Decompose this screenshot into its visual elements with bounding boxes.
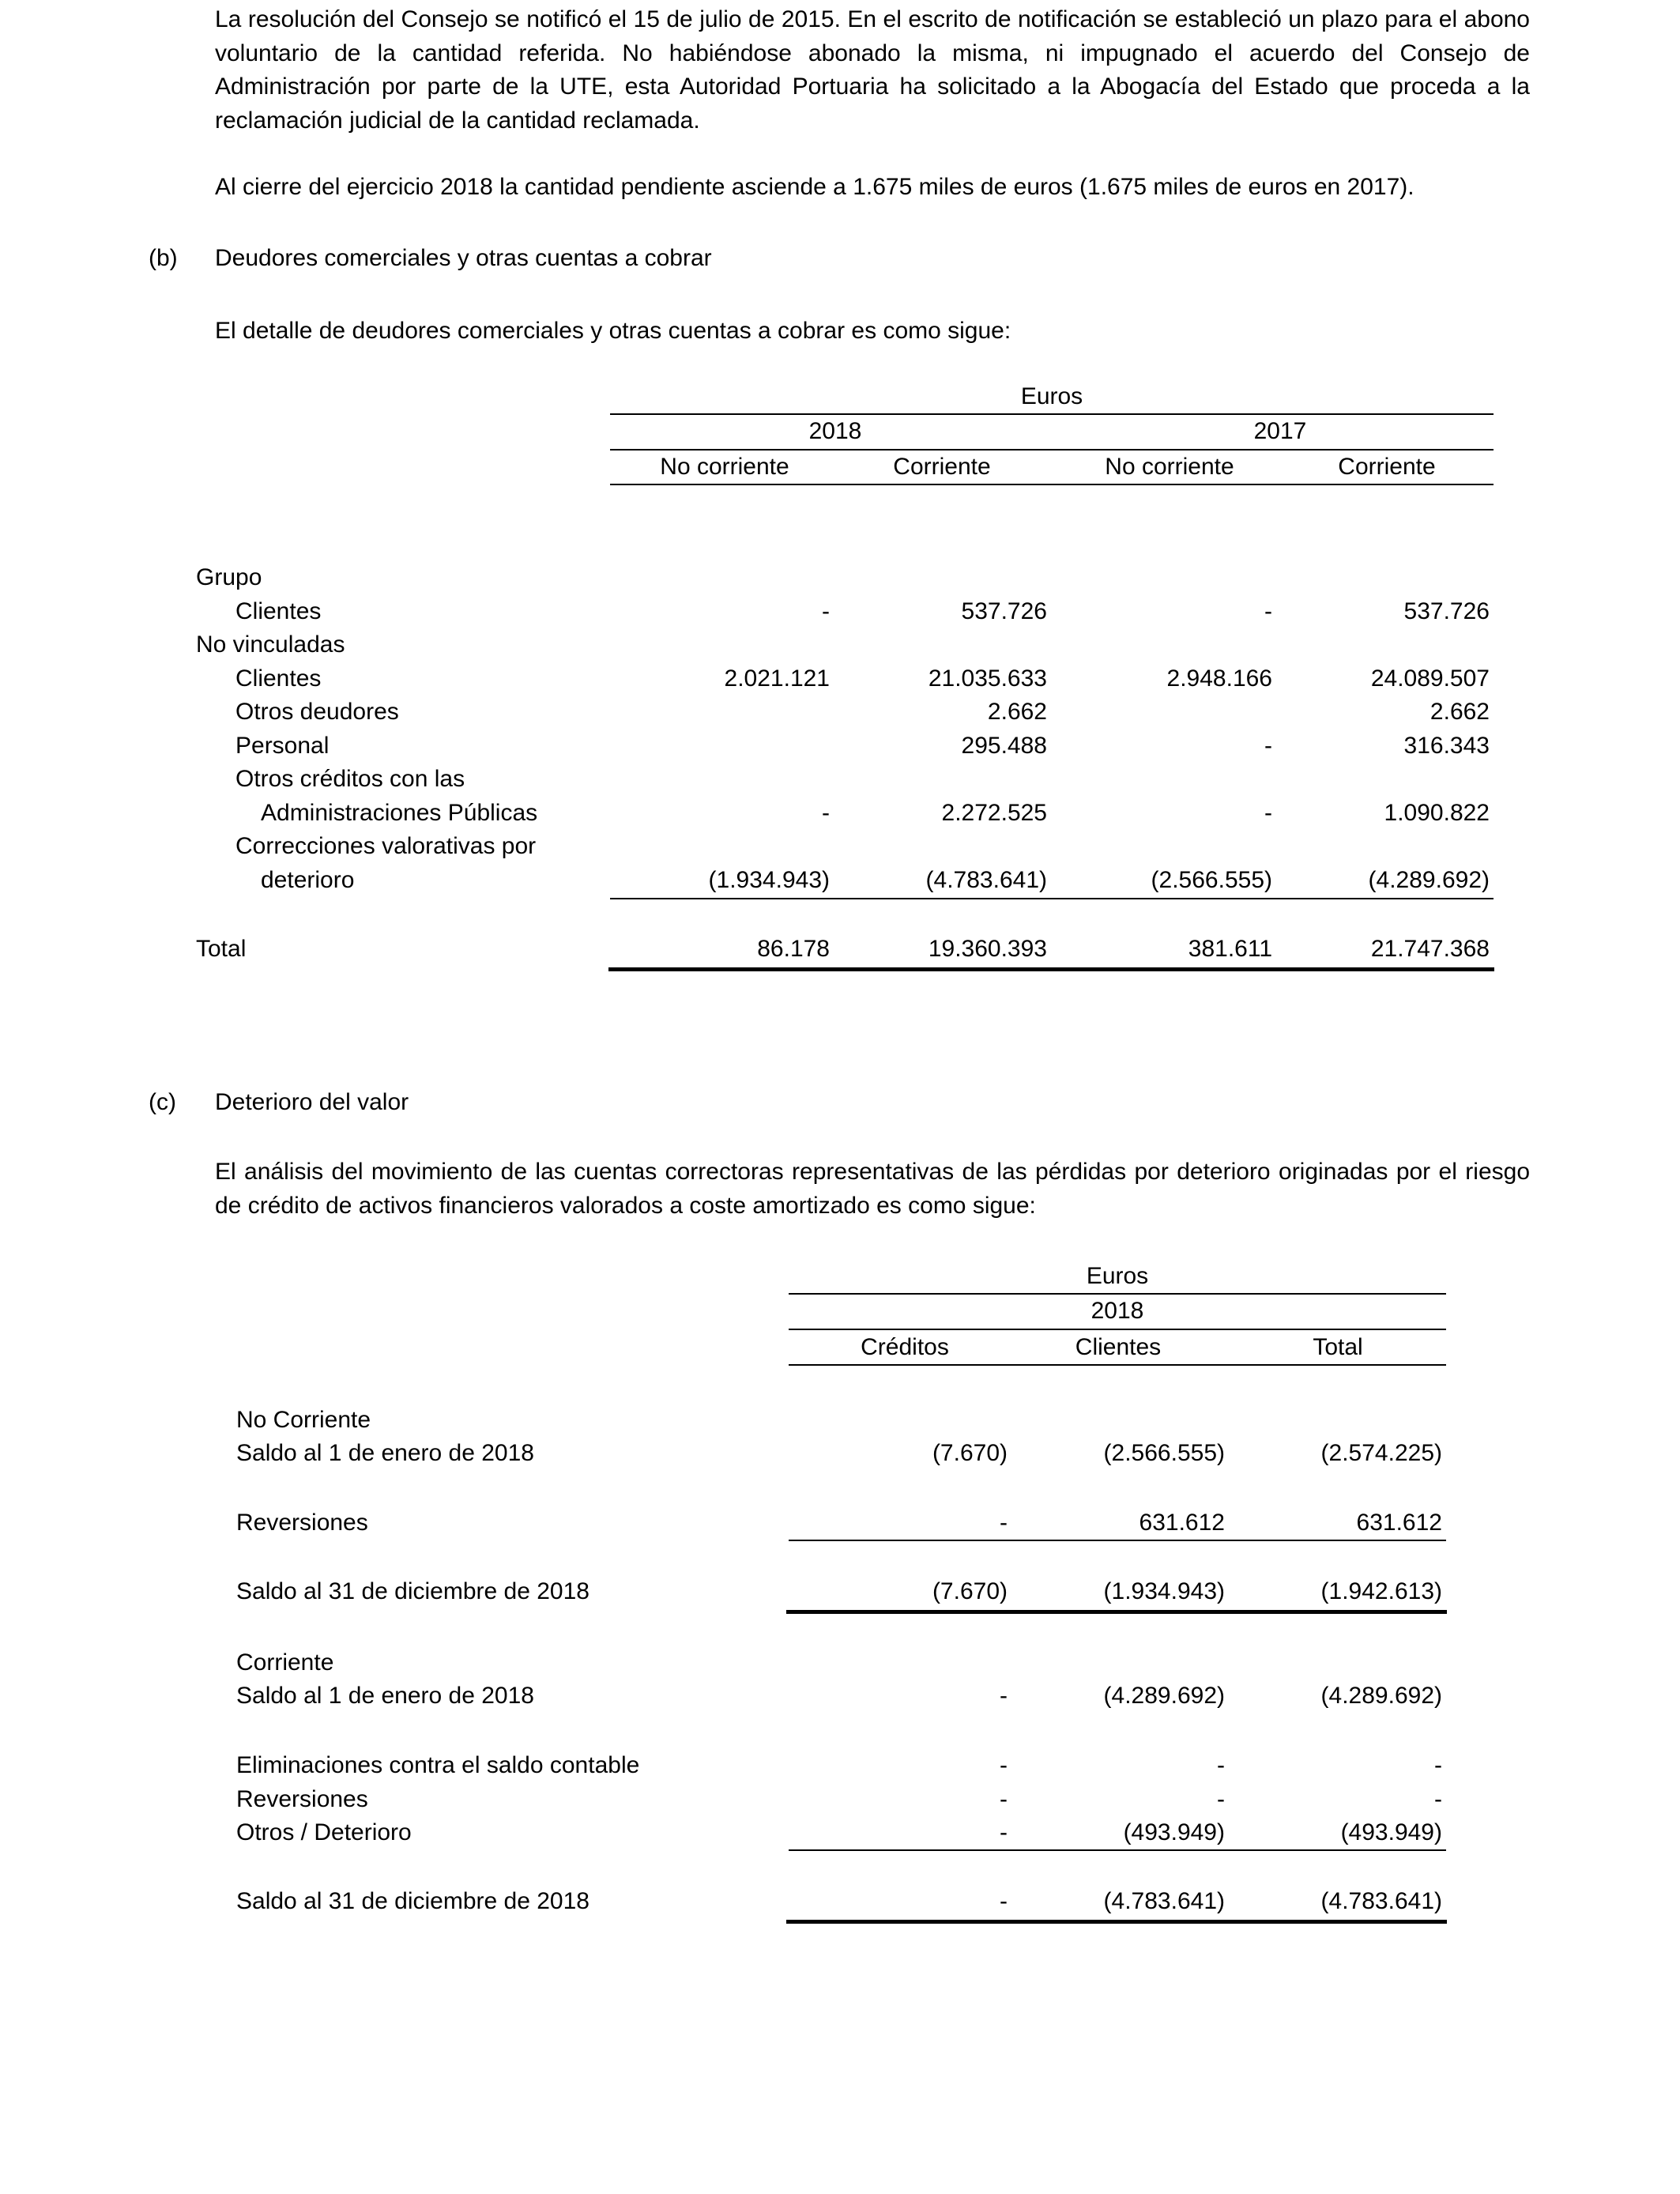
table-c-cell: - <box>1000 1752 1008 1778</box>
table-c-cell: - <box>1000 1819 1008 1845</box>
table-b-cell: 316.343 <box>1403 733 1490 759</box>
section-c-letter: (c) <box>149 1089 176 1115</box>
table-b-row-label: No vinculadas <box>196 631 345 658</box>
table-b-cell: - <box>822 800 830 826</box>
table-c-total-rule <box>786 1920 1447 1924</box>
table-c-cell: 631.612 <box>1139 1510 1225 1536</box>
table-c-currency-header: Euros <box>1086 1263 1149 1289</box>
table-b-row-label: Clientes <box>235 598 322 624</box>
table-b-col-header: No corriente <box>1105 454 1234 480</box>
table-b-cell: 21.035.633 <box>928 665 1047 692</box>
table-c-cell: (7.670) <box>932 1578 1008 1604</box>
table-c-cell: - <box>1217 1752 1225 1778</box>
table-b-cell: 537.726 <box>961 598 1047 624</box>
table-b-row-label: Personal <box>235 733 330 759</box>
table-b-cell: - <box>1264 733 1272 759</box>
section-c-intro: El análisis del movimiento de las cuentas correctoras representativas de las pérdidas por deterioro originadas por el riesgo de crédito de activos financieros valorados a coste amortizado es como sigue: <box>215 1159 1530 1219</box>
table-c-cell: (4.783.641) <box>1320 1888 1442 1914</box>
table-c-row-label: Reversiones <box>236 1510 368 1536</box>
table-b-year-2017: 2017 <box>1253 418 1307 444</box>
table-c-row-label: Saldo al 31 de diciembre de 2018 <box>236 1578 590 1604</box>
table-b-cell: 295.488 <box>961 733 1047 759</box>
table-b-cell: - <box>1264 800 1272 826</box>
table-b-cell: (2.566.555) <box>1151 867 1272 893</box>
section-b-letter: (b) <box>149 245 178 271</box>
table-b-subtotal-rule <box>610 898 1494 899</box>
table-c-cell: 631.612 <box>1356 1510 1442 1536</box>
table-b-cell: - <box>822 598 830 624</box>
section-b-intro: El detalle de deudores comerciales y otras cuentas a cobrar es como sigue: <box>215 318 1011 344</box>
table-b-cell: 2.662 <box>987 699 1047 725</box>
table-c-row-label: Otros / Deterioro <box>236 1819 412 1845</box>
table-b-cell: 2.021.121 <box>724 665 830 692</box>
table-c-row-label: Saldo al 1 de enero de 2018 <box>236 1683 534 1709</box>
table-c-cell: (1.942.613) <box>1320 1578 1442 1604</box>
table-b-cell: 537.726 <box>1403 598 1490 624</box>
table-b-total-cell: 86.178 <box>757 936 830 962</box>
table-b-cell: (4.289.692) <box>1368 867 1490 893</box>
table-b-cell: 2.662 <box>1430 699 1490 725</box>
table-c-row-label: Saldo al 1 de enero de 2018 <box>236 1440 534 1466</box>
table-c-row-label: Eliminaciones contra el saldo contable <box>236 1752 640 1778</box>
table-c-cell: (2.574.225) <box>1320 1440 1442 1466</box>
table-b-col-header: Corriente <box>893 454 991 480</box>
table-c-cell: (4.289.692) <box>1103 1683 1225 1709</box>
table-c-cell: (2.566.555) <box>1103 1440 1225 1466</box>
table-b-rule <box>610 484 1494 485</box>
table-c-cell: - <box>1000 1786 1008 1812</box>
table-c-subtotal-rule <box>789 1849 1446 1851</box>
table-c-total-rule <box>786 1610 1447 1614</box>
section-b-title: Deudores comerciales y otras cuentas a cobrar <box>215 245 712 271</box>
table-c-row-label: Reversiones <box>236 1786 368 1812</box>
table-c-row-label: Saldo al 31 de diciembre de 2018 <box>236 1888 590 1914</box>
table-c-cell: - <box>1217 1786 1225 1812</box>
intro-paragraph-1: La resolución del Consejo se notificó el 15 de julio de 2015. En el escrito de notificación se estableció un plazo para el abono voluntario de la cantidad referida. No habiéndose abonado la misma, ni impugnado el acuerdo del Consejo de Administración por parte de la UTE, esta Autoridad Portuaria ha solicitado a la Abogacía del Estado que proceda a la reclamación judicial de la cantidad reclamada. <box>215 6 1530 134</box>
table-c-cell: (7.670) <box>932 1440 1008 1466</box>
table-b-row-label: Administraciones Públicas <box>261 800 538 826</box>
table-c-cell: (4.289.692) <box>1320 1683 1442 1709</box>
table-c-cell: - <box>1000 1683 1008 1709</box>
table-c-cell: (4.783.641) <box>1103 1888 1225 1914</box>
table-b-cell: (1.934.943) <box>708 867 830 893</box>
table-b-total-cell: 381.611 <box>1188 936 1272 962</box>
table-c-rule <box>789 1329 1446 1330</box>
table-b-row-label: Otros deudores <box>235 699 399 725</box>
table-c-subtotal-rule <box>789 1540 1446 1541</box>
table-b-col-header: No corriente <box>660 454 789 480</box>
table-b-total-label: Total <box>196 936 247 962</box>
table-b-year-2018: 2018 <box>808 418 862 444</box>
table-b-row-label: Grupo <box>196 564 262 590</box>
table-b-row-label: Otros créditos con las <box>235 766 465 792</box>
table-b-total-cell: 21.747.368 <box>1370 936 1490 962</box>
intro-paragraph-2: Al cierre del ejercicio 2018 la cantidad pendiente asciende a 1.675 miles de euros (1.675 miles de euros en 2017). <box>215 174 1414 200</box>
table-c-year-header: 2018 <box>1090 1298 1144 1324</box>
table-c-cell: - <box>1000 1510 1008 1536</box>
table-b-total-cell: 19.360.393 <box>928 936 1047 962</box>
table-c-cell: (493.949) <box>1123 1819 1225 1845</box>
table-b-cell: (4.783.641) <box>925 867 1047 893</box>
table-b-total-rule <box>608 967 1494 971</box>
table-b-cell: 2.272.525 <box>941 800 1047 826</box>
table-c-cell: (1.934.943) <box>1103 1578 1225 1604</box>
table-c-col-header: Clientes <box>1075 1334 1162 1360</box>
table-c-cell: - <box>1434 1786 1442 1812</box>
table-b-cell: 1.090.822 <box>1384 800 1490 826</box>
table-b-row-label: Clientes <box>235 665 322 692</box>
table-b-col-header: Corriente <box>1338 454 1436 480</box>
table-b-cell: 24.089.507 <box>1370 665 1490 692</box>
table-c-cell: (493.949) <box>1340 1819 1442 1845</box>
table-c-row-label: No Corriente <box>236 1407 371 1433</box>
table-b-row-label: Correcciones valorativas por <box>235 833 537 859</box>
table-b-cell: - <box>1264 598 1272 624</box>
table-b-row-label: deterioro <box>261 867 355 893</box>
table-c-cell: - <box>1000 1888 1008 1914</box>
table-c-col-header: Total <box>1313 1334 1363 1360</box>
table-c-rule <box>789 1364 1446 1366</box>
table-b-currency-header: Euros <box>1020 383 1083 409</box>
section-c-title: Deterioro del valor <box>215 1089 409 1115</box>
table-c-row-label: Corriente <box>236 1649 334 1676</box>
table-b-cell: 2.948.166 <box>1166 665 1272 692</box>
table-c-cell: - <box>1434 1752 1442 1778</box>
table-c-col-header: Créditos <box>861 1334 949 1360</box>
